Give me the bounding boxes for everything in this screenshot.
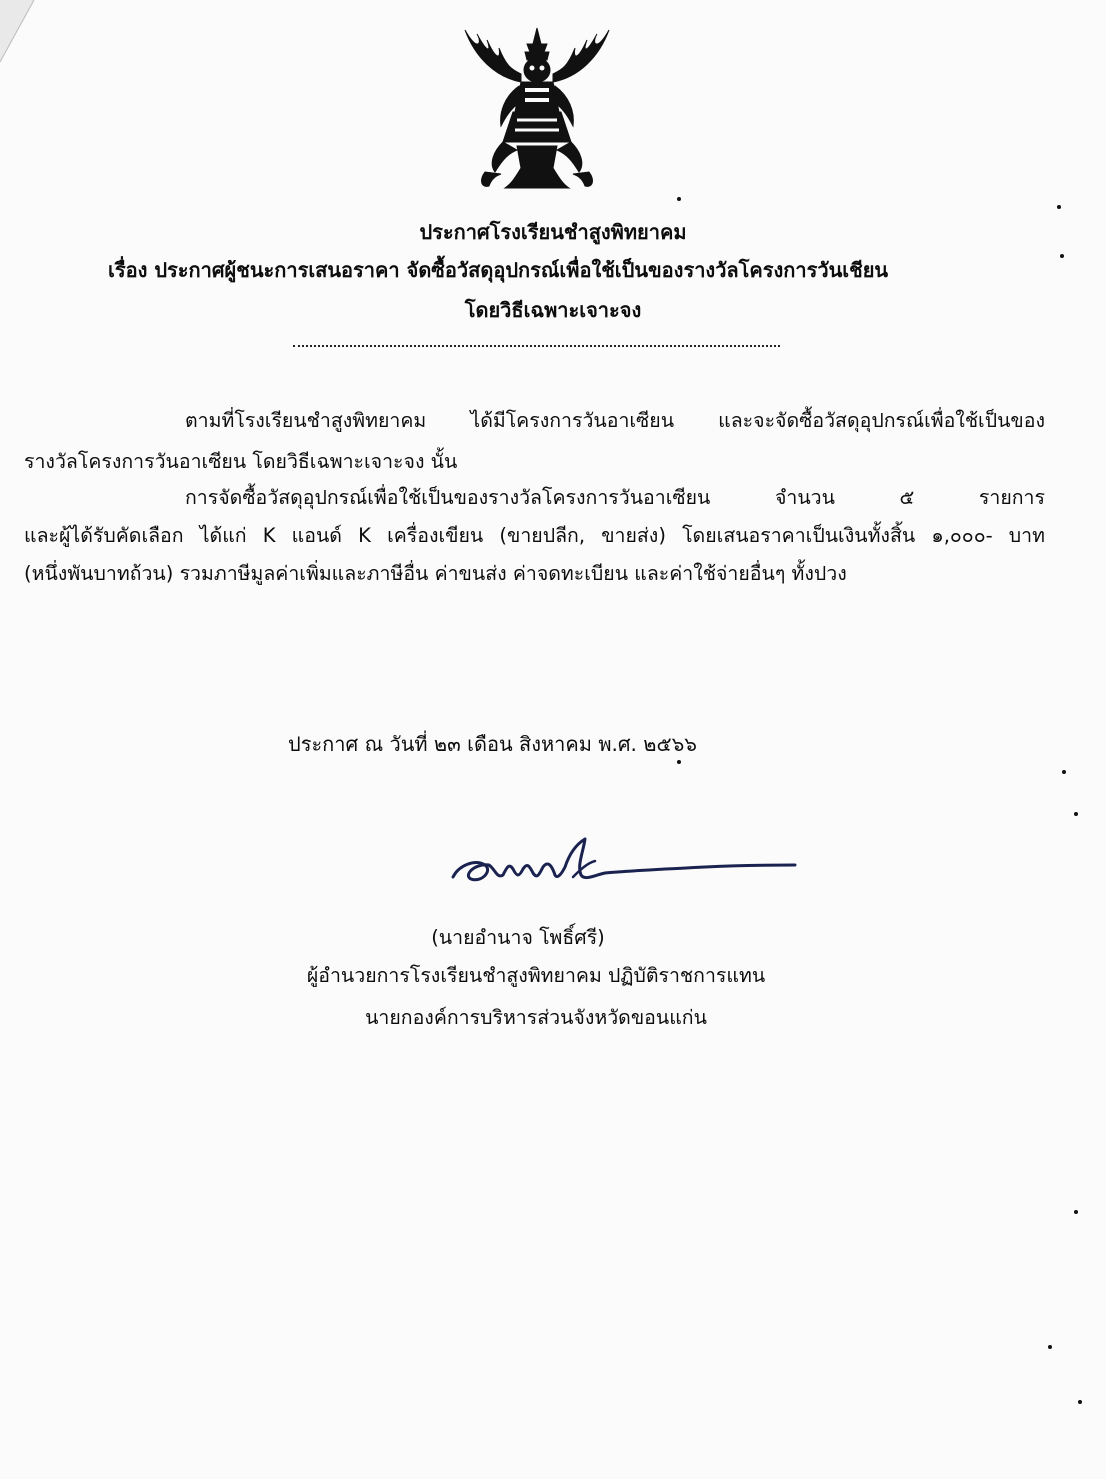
paper-speck	[677, 197, 681, 201]
paper-speck	[1057, 205, 1061, 209]
signatory-position-line2: นายกองค์การบริหารส่วนจังหวัดขอนแก่น	[365, 1006, 707, 1029]
paragraph2-line2: และผู้ได้รับคัดเลือก ได้แก่ K แอนด์ K เครื่องเขียน (ขายปลีก, ขายส่ง) โดยเสนอราคาเป็นเงินทั้งสิ้น ๑,๐๐๐- บาท	[24, 524, 1045, 547]
document-subject: เรื่อง ประกาศผู้ชนะการเสนอราคา จัดซื้อวัสดุอุปกรณ์เพื่อใช้เป็นของรางวัลโครงการวันเชียน	[108, 258, 889, 282]
paragraph2-line3: (หนึ่งพันบาทถ้วน) รวมภาษีมูลค่าเพิ่มและภาษีอื่น ค่าขนส่ง ค่าจดทะเบียน และค่าใช้จ่ายอื่นๆ ทั้งปวง	[24, 562, 847, 585]
signatory-name: (นายอำนาจ โพธิ์ศรี)	[431, 926, 605, 949]
paper-speck	[1048, 1345, 1052, 1349]
procurement-method: โดยวิธีเฉพาะเจาะจง	[464, 298, 642, 322]
paragraph1-line1: ตามที่โรงเรียนชำสูงพิทยาคม ได้มีโครงการวันอาเซียน และจะจัดซื้อวัสดุอุปกรณ์เพื่อใช้เป็นของ	[185, 409, 1045, 432]
page-corner-fold	[0, 0, 40, 70]
paper-speck	[1074, 812, 1078, 816]
handwritten-signature	[445, 835, 800, 895]
signatory-position-line1: ผู้อำนวยการโรงเรียนชำสูงพิทยาคม ปฏิบัติราชการแทน	[306, 964, 766, 987]
paragraph2-line1: การจัดซื้อวัสดุอุปกรณ์เพื่อใช้เป็นของรางวัลโครงการวันอาเซียน จำนวน ๕ รายการ	[185, 486, 1045, 509]
paper-speck	[1074, 1210, 1078, 1214]
document-title: ประกาศโรงเรียนชำสูงพิทยาคม	[419, 220, 687, 244]
paper-speck	[1078, 1400, 1082, 1404]
paragraph1-line2: รางวัลโครงการวันอาเซียน โดยวิธีเฉพาะเจาะจง นั้น	[24, 450, 458, 473]
thai-garuda-emblem-icon	[455, 22, 620, 192]
announcement-date: ประกาศ ณ วันที่ ๒๓ เดือน สิงหาคม พ.ศ. ๒๕๖๖	[288, 732, 697, 756]
dotted-divider	[293, 345, 780, 347]
paper-speck	[1060, 254, 1064, 258]
paper-speck	[677, 760, 681, 764]
paper-speck	[1062, 770, 1066, 774]
